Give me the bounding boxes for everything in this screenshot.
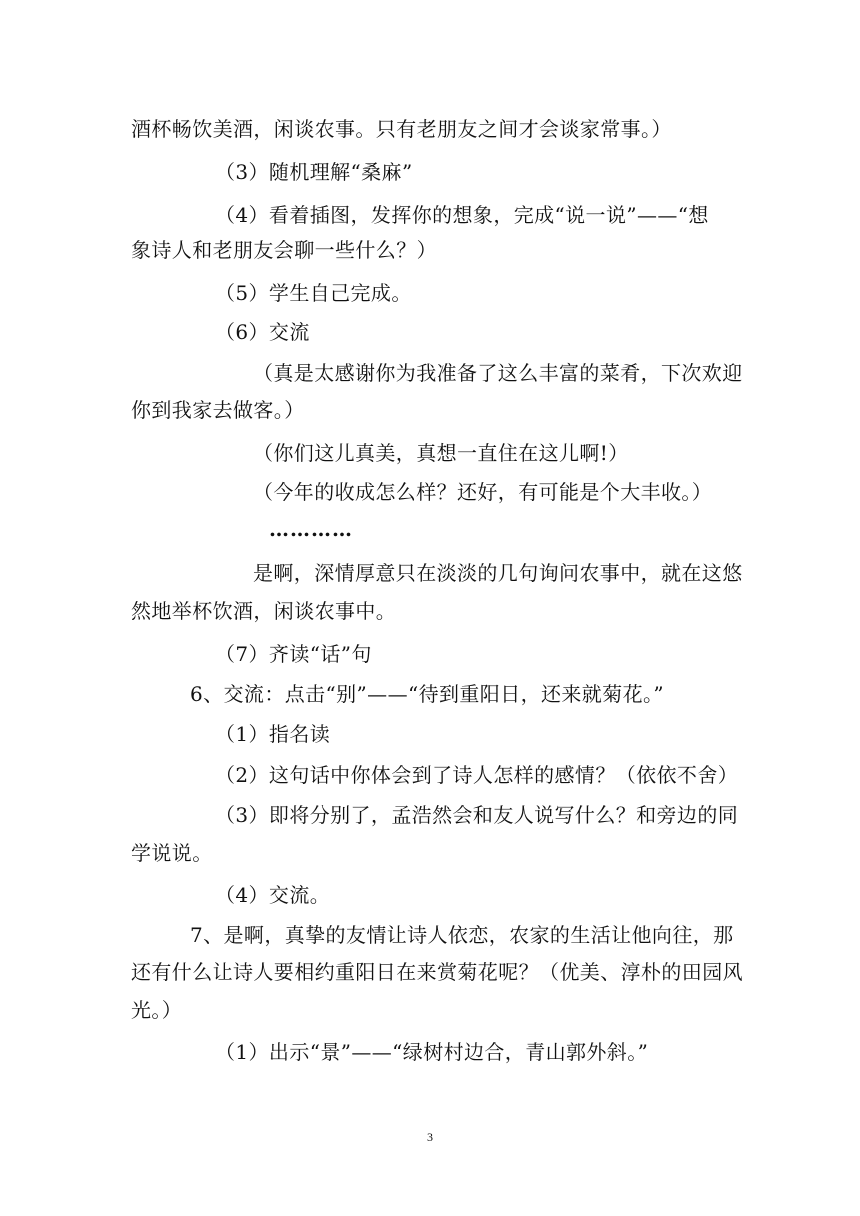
text-line: （7）齐读“话”句 bbox=[215, 642, 372, 666]
text-line: 你到我家去做客。） bbox=[131, 398, 305, 422]
text-line: 然地举杯饮酒，闲谈农事中。 bbox=[131, 599, 397, 623]
text-line: 光。） bbox=[131, 998, 183, 1022]
page-number: 3 bbox=[427, 1130, 433, 1144]
text-line: 还有什么让诗人要相约重阳日在来赏菊花呢？（优美、淳朴的田园风 bbox=[131, 960, 743, 984]
text-line: （3）随机理解“桑麻” bbox=[215, 160, 413, 184]
text-line: （你们这儿真美，真想一直住在这儿啊!） bbox=[253, 441, 629, 465]
text-line: （今年的收成怎么样？还好，有可能是个大丰收。） bbox=[253, 480, 713, 504]
text-line: （6）交流 bbox=[215, 320, 310, 344]
ellipsis-line: ………… bbox=[269, 517, 353, 541]
text-line: （1）指名读 bbox=[215, 722, 331, 746]
text-line: 酒杯畅饮美酒，闲谈农事。只有老朋友之间才会谈家常事。） bbox=[131, 117, 672, 141]
text-line: 学说说。 bbox=[131, 841, 213, 865]
section-heading: 6、交流：点击“别”——“待到重阳日，还来就菊花。” bbox=[190, 682, 665, 706]
text-line: （5）学生自己完成。 bbox=[215, 281, 412, 305]
section-heading: 7、是啊，真挚的友情让诗人依恋，农家的生活让他向往，那 bbox=[190, 923, 734, 947]
text-line: （4）看着插图，发挥你的想象，完成“说一说”——“想 bbox=[215, 203, 709, 227]
text-line: 是啊，深情厚意只在淡淡的几句询问农事中，就在这悠 bbox=[253, 561, 743, 585]
text-line: （2）这句话中你体会到了诗人怎样的感情？（依依不舍） bbox=[215, 763, 739, 787]
text-line: （1）出示“景”——“绿树村边合，青山郭外斜。” bbox=[215, 1040, 649, 1064]
text-line: （真是太感谢你为我准备了这么丰富的菜肴，下次欢迎 bbox=[253, 361, 743, 385]
text-line: （3）即将分别了，孟浩然会和友人说写什么？和旁边的同 bbox=[215, 803, 739, 827]
text-line: （4）交流。 bbox=[215, 883, 331, 907]
text-line: 象诗人和老朋友会聊一些什么？） bbox=[131, 238, 437, 262]
